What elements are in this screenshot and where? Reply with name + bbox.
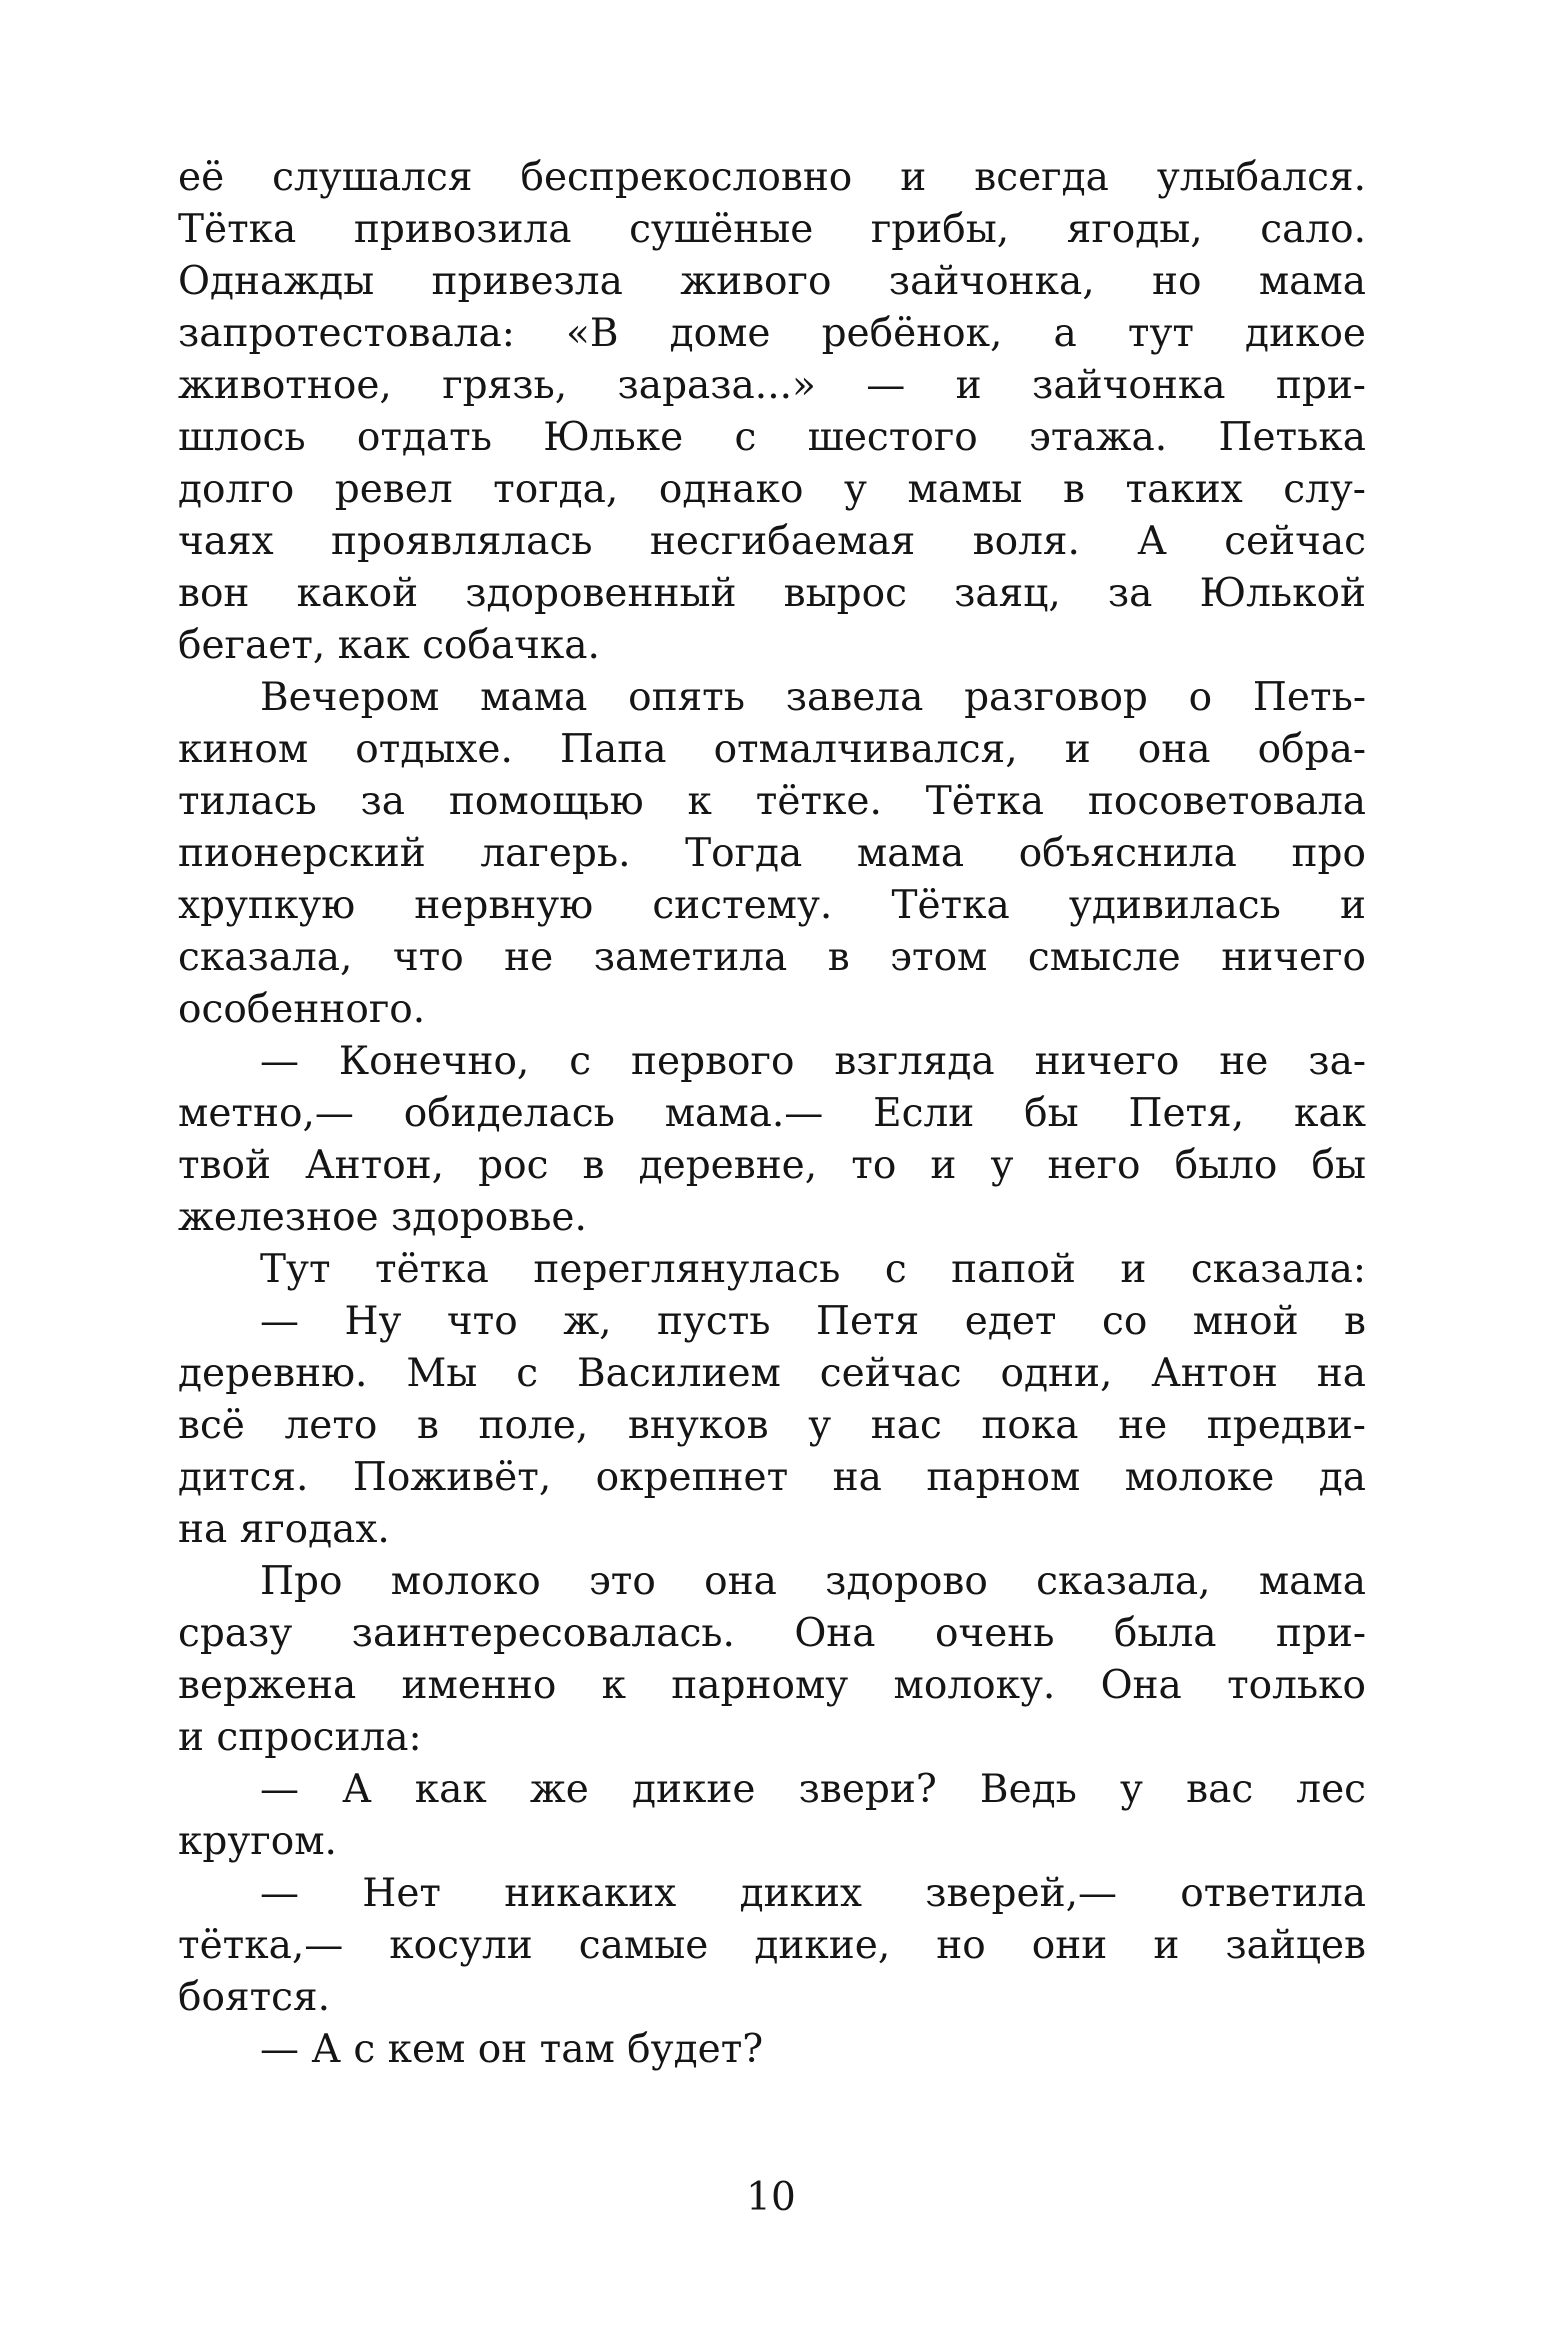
text-line: Тётка привозила сушёные грибы, ягоды, сало. xyxy=(178,207,1366,252)
text-line: тётка,— косули самые дикие, но они и зайцев xyxy=(178,1923,1366,1968)
text-line: особенного. xyxy=(178,987,426,1032)
text-line: вон какой здоровенный вырос заяц, за Юлькой xyxy=(178,571,1366,616)
text-line: её слушался беспрекословно и всегда улыбался. xyxy=(178,155,1366,200)
text-line: — А с кем он там будет? xyxy=(260,2027,764,2072)
text-line: Вечером мама опять завела разговор о Петь- xyxy=(260,675,1366,720)
text-line: вержена именно к парному молоку. Она только xyxy=(178,1663,1366,1708)
text-line: метно,— обиделась мама.— Если бы Петя, как xyxy=(178,1091,1366,1136)
text-line: всё лето в поле, внуков у нас пока не предви- xyxy=(178,1403,1366,1448)
text-line: пионерский лагерь. Тогда мама объяснила про xyxy=(178,831,1366,876)
text-line: боятся. xyxy=(178,1975,330,2020)
text-line: долго ревел тогда, однако у мамы в таких слу- xyxy=(178,467,1366,512)
text-line: Про молоко это она здорово сказала, мама xyxy=(260,1559,1366,1604)
text-line: Тут тётка переглянулась с папой и сказала: xyxy=(260,1247,1366,1292)
text-line: шлось отдать Юльке с шестого этажа. Петька xyxy=(178,415,1366,460)
text-line: животное, грязь, зараза...» — и зайчонка при- xyxy=(178,363,1366,408)
text-line: — Ну что ж, пусть Петя едет со мной в xyxy=(260,1299,1366,1344)
text-line: и спросила: xyxy=(178,1715,422,1760)
text-line: — Конечно, с первого взгляда ничего не за- xyxy=(260,1039,1366,1084)
page-number: 10 xyxy=(746,2175,796,2220)
text-line: — А как же дикие звери? Ведь у вас лес xyxy=(260,1767,1366,1812)
text-line: сразу заинтересовалась. Она очень была при- xyxy=(178,1611,1366,1656)
text-line: на ягодах. xyxy=(178,1507,390,1552)
text-line: кругом. xyxy=(178,1819,337,1864)
text-line: твой Антон, рос в деревне, то и у него было бы xyxy=(178,1143,1366,1188)
text-line: Однажды привезла живого зайчонка, но мама xyxy=(178,259,1366,304)
text-line: деревню. Мы с Василием сейчас одни, Антон на xyxy=(178,1351,1366,1396)
text-line: тилась за помощью к тётке. Тётка посоветовала xyxy=(178,779,1366,824)
text-line: кином отдыхе. Папа отмалчивался, и она обра- xyxy=(178,727,1366,772)
text-line: дится. Поживёт, окрепнет на парном молоке да xyxy=(178,1455,1366,1500)
text-line: чаях проявлялась несгибаемая воля. А сейчас xyxy=(178,519,1366,564)
text-line: железное здоровье. xyxy=(178,1195,587,1240)
body-text xyxy=(178,152,1366,2076)
text-line: бегает, как собачка. xyxy=(178,623,600,668)
text-line: — Нет никаких диких зверей,— ответила xyxy=(260,1871,1366,1916)
text-line: хрупкую нервную систему. Тётка удивилась и xyxy=(178,883,1366,928)
text-line: запротестовала: «В доме ребёнок, а тут дикое xyxy=(178,311,1366,356)
text-line: сказала, что не заметила в этом смысле ничего xyxy=(178,935,1366,980)
